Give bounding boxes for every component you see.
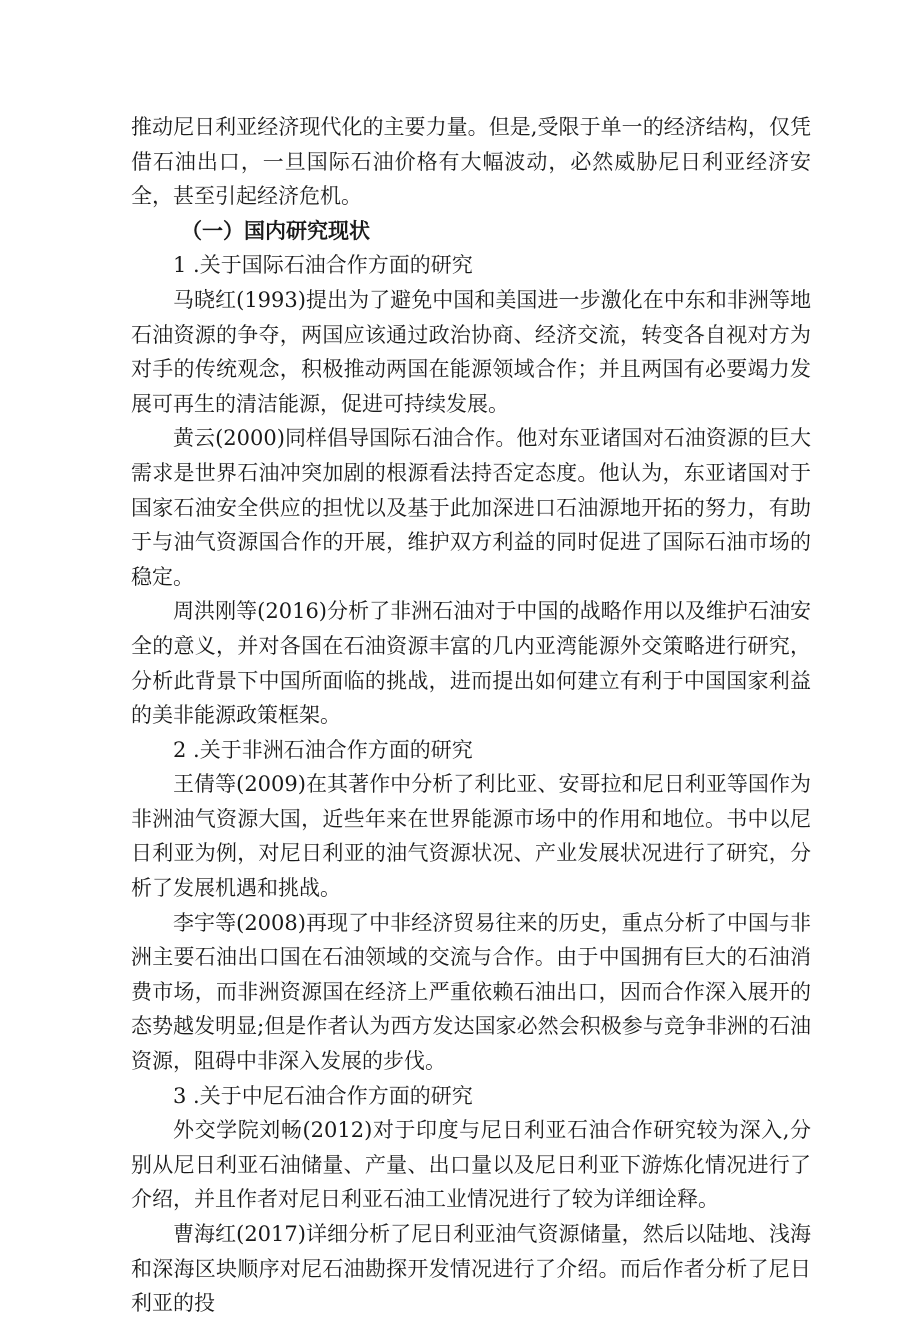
paragraph-cao-haihong: 曹海红(2017)详细分析了尼日利亚油气资源储量，然后以陆地、浅海和深海区块顺序对尼石油勘探开发情况进行了介绍。而后作者分析了尼日利亚的投: [131, 1222, 811, 1316]
sub-heading-africa-oil: 2 .关于非洲石油合作方面的研究: [173, 737, 473, 762]
sub-heading-china-nigeria-oil: 3 .关于中尼石油合作方面的研究: [173, 1083, 473, 1108]
paragraph-liu-chang: 外交学院刘畅(2012)对于印度与尼日利亚石油合作研究较为深入,分别从尼日利亚石油储量、产量、出口量以及尼日利亚下游炼化情况进行了介绍，并且作者对尼日利亚石油工业情况进行了较为详细诠释。: [131, 1118, 811, 1212]
paragraph-ma-xiaohong: 马晓红(1993)提出为了避免中国和美国进一步激化在中东和非洲等地石油资源的争夺，两国应该通过政治协商、经济交流，转变各自视对方为对手的传统观念，积极推动两国在能源领域合作；并且两国有必要竭力发展可再生的清洁能源，促进可持续发展。: [131, 287, 811, 416]
sub-heading-international-oil: 1 .关于国际石油合作方面的研究: [173, 253, 473, 278]
paragraph-wang-qian: 王倩等(2009)在其著作中分析了利比亚、安哥拉和尼日利亚等国作为非洲油气资源大国，近些年来在世界能源市场中的作用和地位。书中以尼日利亚为例，对尼日利亚的油气资源状况、产业发展状况进行了研究，分析了发展机遇和挑战。: [131, 772, 811, 901]
paragraph-zhou-honggang: 周洪刚等(2016)分析了非洲石油对于中国的战略作用以及维护石油安全的意义，并对各国在石油资源丰富的几内亚湾能源外交策略进行研究，分析此背景下中国所面临的挑战，进而提出如何建立有利于中国国家利益的美非能源政策框架。: [131, 599, 811, 728]
paragraph-huang-yun: 黄云(2000)同样倡导国际石油合作。他对东亚诸国对石油资源的巨大需求是世界石油冲突加剧的根源看法持否定态度。他认为，东亚诸国对于国家石油安全供应的担忧以及基于此加深进口石油源地开拓的努力，有助于与油气资源国合作的开展，维护双方利益的同时促进了国际石油市场的稳定。: [131, 426, 811, 589]
document-body: [131, 110, 811, 1321]
paragraph-li-yu: 李宇等(2008)再现了中非经济贸易往来的历史，重点分析了中国与非洲主要石油出口国在石油领域的交流与合作。由于中国拥有巨大的石油消费市场，而非洲资源国在经济上严重依赖石油出口，因而合作深入展开的态势越发明显;但是作者认为西方发达国家必然会积极参与竞争非洲的石油资源，阻碍中非深入发展的步伐。: [131, 910, 811, 1074]
section-heading-domestic-research: （一）国内研究现状: [181, 217, 370, 243]
paragraph-continuation: 推动尼日利亚经济现代化的主要力量。但是,受限于单一的经济结构，仅凭借石油出口，一旦国际石油价格有大幅波动，必然威胁尼日利亚经济安全，甚至引起经济危机。: [131, 115, 811, 209]
